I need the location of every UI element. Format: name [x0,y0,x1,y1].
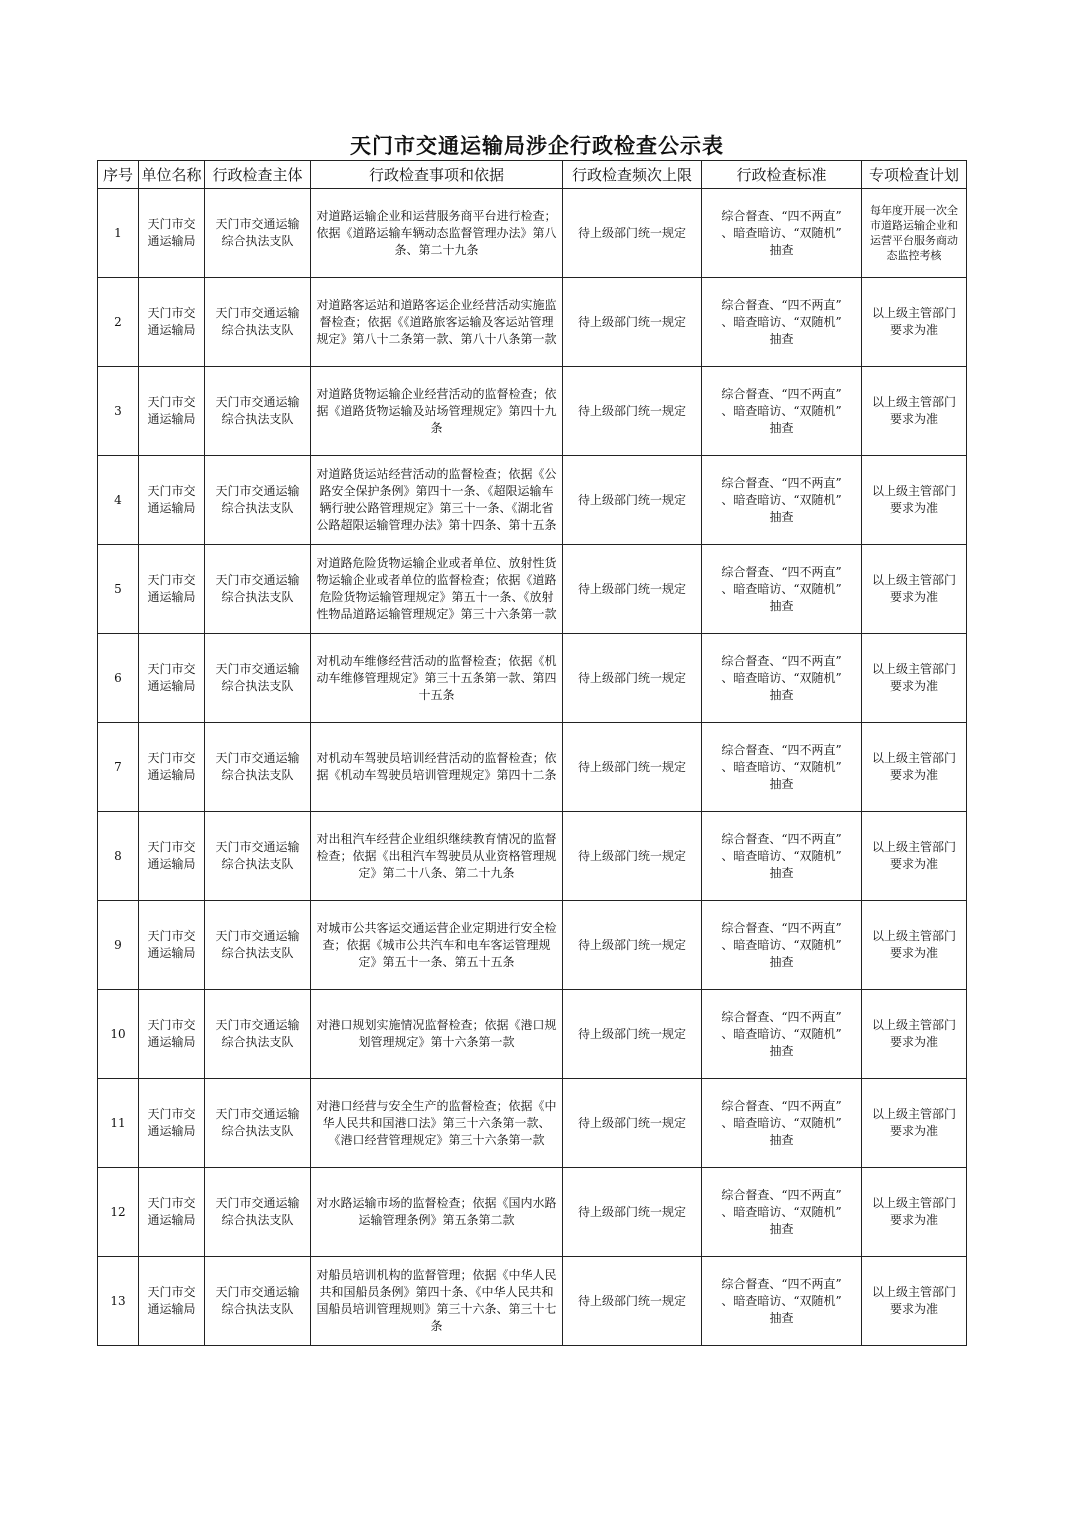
inspection-subject: 天门市交通运输 综合执法支队 [205,812,311,901]
row-number: 3 [98,367,139,456]
header-item: 行政检查事项和依据 [311,161,563,189]
header-row [98,161,967,189]
inspection-subject: 天门市交通运输 综合执法支队 [205,634,311,723]
inspection-standard: 综合督查、“四不两直” 、暗查暗访、“双随机” 抽查 [702,723,862,812]
inspection-standard: 综合督查、“四不两直” 、暗查暗访、“双随机” 抽查 [702,1168,862,1257]
inspection-item: 对水路运输市场的监督检查；依据《国内水路运输管理条例》第五条第二款 [311,1168,563,1257]
inspection-subject: 天门市交通运输 综合执法支队 [205,990,311,1079]
special-plan: 以上级主管部门 要求为准 [862,545,967,634]
table-row [98,545,967,634]
row-number: 7 [98,723,139,812]
inspection-subject: 天门市交通运输 综合执法支队 [205,1168,311,1257]
inspection-subject: 天门市交通运输 综合执法支队 [205,1257,311,1346]
unit-name: 天门市交 通运输局 [139,278,205,367]
inspection-frequency: 待上级部门统一规定 [563,189,702,278]
inspection-frequency: 待上级部门统一规定 [563,990,702,1079]
inspection-subject: 天门市交通运输 综合执法支队 [205,278,311,367]
unit-name: 天门市交 通运输局 [139,990,205,1079]
special-plan: 以上级主管部门 要求为准 [862,1079,967,1168]
table-row [98,367,967,456]
inspection-subject: 天门市交通运输 综合执法支队 [205,189,311,278]
unit-name: 天门市交 通运输局 [139,367,205,456]
table-row [98,723,967,812]
inspection-standard: 综合督查、“四不两直” 、暗查暗访、“双随机” 抽查 [702,634,862,723]
unit-name: 天门市交 通运输局 [139,189,205,278]
special-plan: 以上级主管部门 要求为准 [862,634,967,723]
inspection-subject: 天门市交通运输 综合执法支队 [205,901,311,990]
inspection-standard: 综合督查、“四不两直” 、暗查暗访、“双随机” 抽查 [702,1257,862,1346]
inspection-subject: 天门市交通运输 综合执法支队 [205,545,311,634]
inspection-item: 对道路货运站经营活动的监督检查；依据《公路安全保护条例》第四十一条、《超限运输车辆行驶公路管理规定》第三十一条、《湖北省公路超限运输管理办法》第十四条、第十五条 [311,456,563,545]
unit-name: 天门市交 通运输局 [139,545,205,634]
table-row [98,1257,967,1346]
unit-name: 天门市交 通运输局 [139,1257,205,1346]
table-row [98,278,967,367]
special-plan: 以上级主管部门 要求为准 [862,901,967,990]
inspection-standard: 综合督查、“四不两直” 、暗查暗访、“双随机” 抽查 [702,545,862,634]
row-number: 1 [98,189,139,278]
header-no: 序号 [98,161,139,189]
header-freq: 行政检查频次上限 [563,161,702,189]
header-subject: 行政检查主体 [205,161,311,189]
unit-name: 天门市交 通运输局 [139,1168,205,1257]
inspection-item: 对城市公共客运交通运营企业定期进行安全检查；依据《城市公共汽车和电车客运管理规定》第五十一条、第五十五条 [311,901,563,990]
inspection-subject: 天门市交通运输 综合执法支队 [205,367,311,456]
header-plan: 专项检查计划 [862,161,967,189]
table-row [98,1079,967,1168]
special-plan: 以上级主管部门 要求为准 [862,367,967,456]
inspection-standard: 综合督查、“四不两直” 、暗查暗访、“双随机” 抽查 [702,456,862,545]
inspection-frequency: 待上级部门统一规定 [563,1168,702,1257]
row-number: 10 [98,990,139,1079]
inspection-subject: 天门市交通运输 综合执法支队 [205,1079,311,1168]
special-plan: 以上级主管部门 要求为准 [862,1168,967,1257]
table-row [98,634,967,723]
row-number: 5 [98,545,139,634]
inspection-frequency: 待上级部门统一规定 [563,456,702,545]
inspection-standard: 综合督查、“四不两直” 、暗查暗访、“双随机” 抽查 [702,189,862,278]
table-row [98,990,967,1079]
row-number: 4 [98,456,139,545]
inspection-item: 对船员培训机构的监督管理；依据《中华人民共和国船员条例》第四十条、《中华人民共和国船员培训管理规则》第三十六条、第三十七条 [311,1257,563,1346]
special-plan: 以上级主管部门 要求为准 [862,812,967,901]
inspection-frequency: 待上级部门统一规定 [563,367,702,456]
row-number: 6 [98,634,139,723]
inspection-frequency: 待上级部门统一规定 [563,278,702,367]
inspection-item: 对出租汽车经营企业组织继续教育情况的监督检查；依据《出租汽车驾驶员从业资格管理规定》第二十八条、第二十九条 [311,812,563,901]
special-plan: 以上级主管部门 要求为准 [862,456,967,545]
inspection-frequency: 待上级部门统一规定 [563,812,702,901]
special-plan: 以上级主管部门 要求为准 [862,1257,967,1346]
table-row [98,1168,967,1257]
inspection-standard: 综合督查、“四不两直” 、暗查暗访、“双随机” 抽查 [702,1079,862,1168]
inspection-item: 对机动车驾驶员培训经营活动的监督检查；依据《机动车驾驶员培训管理规定》第四十二条 [311,723,563,812]
inspection-frequency: 待上级部门统一规定 [563,723,702,812]
inspection-subject: 天门市交通运输 综合执法支队 [205,456,311,545]
inspection-subject: 天门市交通运输 综合执法支队 [205,723,311,812]
inspection-item: 对道路危险货物运输企业或者单位、放射性货物运输企业或者单位的监督检查；依据《道路危险货物运输管理规定》第五十一条、《放射性物品道路运输管理规定》第三十六条第一款 [311,545,563,634]
inspection-standard: 综合督查、“四不两直” 、暗查暗访、“双随机” 抽查 [702,901,862,990]
table-row [98,812,967,901]
inspection-item: 对机动车维修经营活动的监督检查；依据《机动车维修管理规定》第三十五条第一款、第四十五条 [311,634,563,723]
row-number: 9 [98,901,139,990]
table-row [98,901,967,990]
row-number: 12 [98,1168,139,1257]
header-unit: 单位名称 [139,161,205,189]
inspection-item: 对港口经营与安全生产的监督检查；依据《中华人民共和国港口法》第三十六条第一款、《港口经营管理规定》第三十六条第一款 [311,1079,563,1168]
unit-name: 天门市交 通运输局 [139,812,205,901]
special-plan: 每年度开展一次全市道路运输企业和运营平台服务商动态监控考核 [862,189,967,278]
unit-name: 天门市交 通运输局 [139,723,205,812]
inspection-item: 对道路客运站和道路客运企业经营活动实施监督检查；依据《《道路旅客运输及客运站管理规定》第八十二条第一款、第八十八条第一款 [311,278,563,367]
table-row [98,189,967,278]
inspection-frequency: 待上级部门统一规定 [563,901,702,990]
inspection-frequency: 待上级部门统一规定 [563,634,702,723]
unit-name: 天门市交 通运输局 [139,901,205,990]
special-plan: 以上级主管部门 要求为准 [862,990,967,1079]
row-number: 8 [98,812,139,901]
special-plan: 以上级主管部门 要求为准 [862,278,967,367]
inspection-frequency: 待上级部门统一规定 [563,1079,702,1168]
unit-name: 天门市交 通运输局 [139,634,205,723]
page-title: 天门市交通运输局涉企行政检查公示表 [350,133,724,158]
inspection-item: 对道路货物运输企业经营活动的监督检查；依据《道路货物运输及站场管理规定》第四十九条 [311,367,563,456]
header-standard: 行政检查标准 [702,161,862,189]
inspection-table [97,160,967,1346]
unit-name: 天门市交 通运输局 [139,456,205,545]
table-row [98,456,967,545]
inspection-frequency: 待上级部门统一规定 [563,545,702,634]
inspection-standard: 综合督查、“四不两直” 、暗查暗访、“双随机” 抽查 [702,278,862,367]
row-number: 2 [98,278,139,367]
row-number: 13 [98,1257,139,1346]
inspection-standard: 综合督查、“四不两直” 、暗查暗访、“双随机” 抽查 [702,367,862,456]
inspection-item: 对道路运输企业和运营服务商平台进行检查；依据《道路运输车辆动态监督管理办法》第八条、第二十九条 [311,189,563,278]
inspection-item: 对港口规划实施情况监督检查；依据《港口规划管理规定》第十六条第一款 [311,990,563,1079]
inspection-frequency: 待上级部门统一规定 [563,1257,702,1346]
special-plan: 以上级主管部门 要求为准 [862,723,967,812]
row-number: 11 [98,1079,139,1168]
inspection-standard: 综合督查、“四不两直” 、暗查暗访、“双随机” 抽查 [702,812,862,901]
inspection-standard: 综合督查、“四不两直” 、暗查暗访、“双随机” 抽查 [702,990,862,1079]
unit-name: 天门市交 通运输局 [139,1079,205,1168]
